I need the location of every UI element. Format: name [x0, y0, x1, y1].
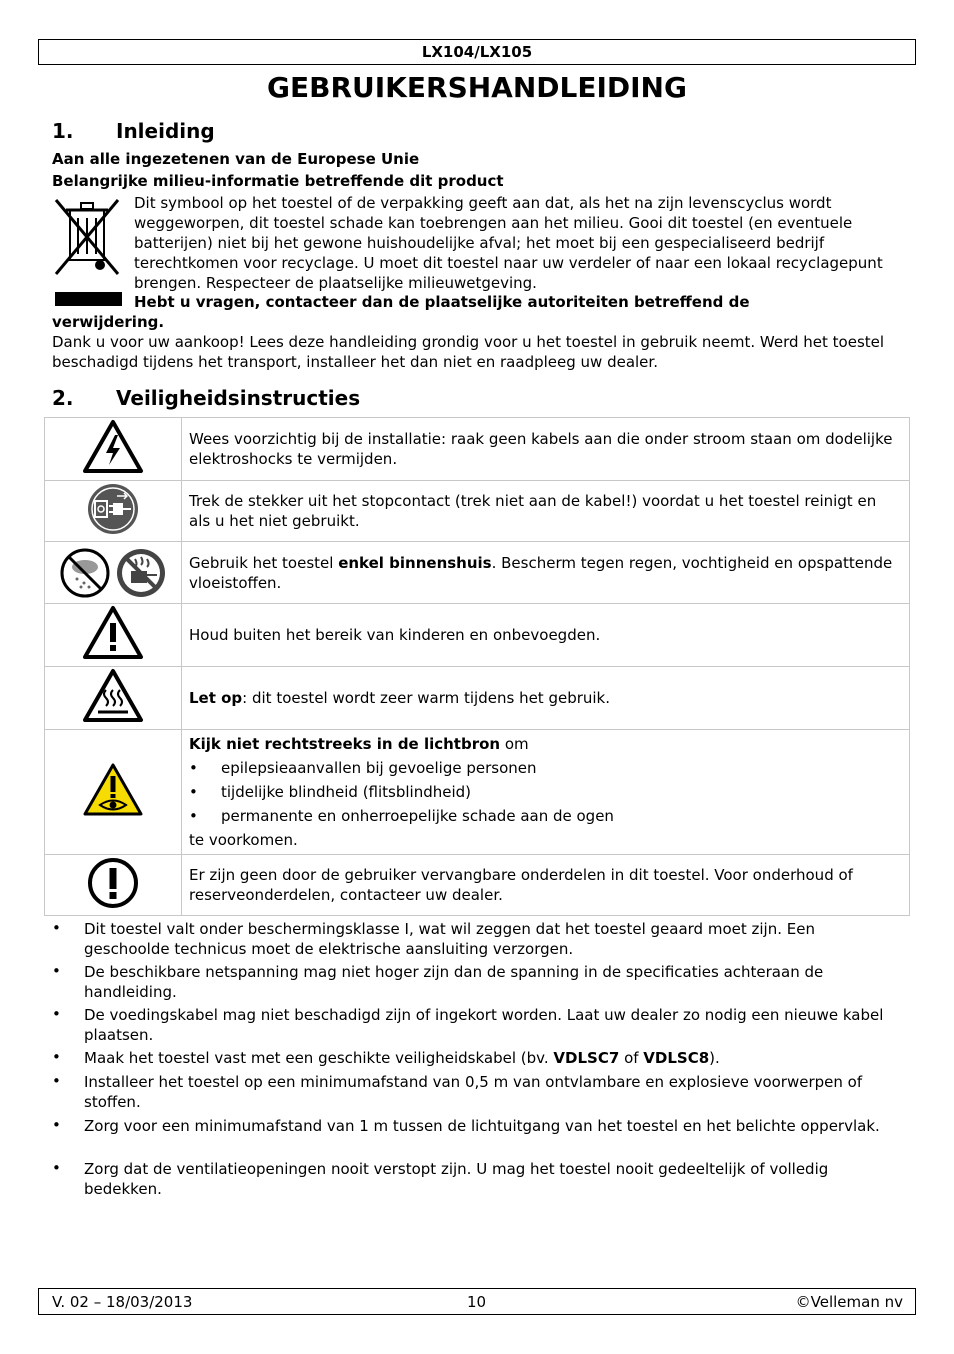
safety-table — [44, 417, 910, 916]
section-number: 1. — [52, 119, 74, 143]
table-row — [45, 418, 910, 481]
weee-text: Dit symbool op het toestel of de verpakking geeft aan dat, als het na zijn levenscyclus wordt weggeworpen, dit toestel schade kan toebrengen aan het milieu. Gooi dit toestel (en eventuele batterijen) niet bij het gewone huishoudelijke afval; het moet bij een gespecialiseerd bedrijf terechtkomen voor recyclage. U moet dit toestel naar uw verdeler of naar een lokaal recyclagepunt brengen. Respecteer de plaatselijke milieuwetgeving. — [134, 194, 883, 292]
section-heading-2 — [52, 385, 360, 411]
no-splash-icon — [115, 547, 167, 599]
eu-subheading: Aan alle ingezetenen van de Europese Unie — [52, 150, 420, 168]
safety-text: Er zijn geen door de gebruiker vervangbare onderdelen in dit toestel. Voor onderhoud of reserveonderdelen, contacteer uw dealer. — [182, 855, 910, 916]
table-row — [45, 604, 910, 667]
no-rain-icon — [59, 547, 111, 599]
hot-surface-warning-icon — [82, 668, 144, 724]
icon-cell — [45, 855, 182, 916]
list-item: • Zorg dat de ventilatieopeningen nooit verstopt zijn. U mag het toestel nooit gedeeltelijk of volledig bedekken. — [52, 1159, 829, 1198]
section-title: Veiligheidsinstructies — [116, 386, 361, 410]
list-item: • Maak het toestel vast met een geschikte veiligheidskabel (bv. VDLSC7 of VDLSC8). — [52, 1048, 720, 1067]
icon-cell — [45, 418, 182, 481]
icon-cell — [45, 730, 182, 855]
list-item: • Zorg voor een minimumafstand van 1 m tussen de lichtuitgang van het toestel en het belichte oppervlak. — [52, 1116, 880, 1135]
high-voltage-warning-icon — [82, 419, 144, 475]
table-row — [45, 730, 910, 855]
exclamation-circle-icon — [87, 857, 139, 909]
list-item: • permanente en onherroepelijke schade aan de ogen — [189, 807, 614, 825]
copyright: ©Velleman nv — [795, 1293, 903, 1311]
exclamation-warning-icon — [82, 605, 144, 661]
page-number: 10 — [467, 1293, 487, 1311]
list-item: • epilepsieaanvallen bij gevoelige personen — [189, 759, 537, 777]
page-footer — [38, 1288, 916, 1315]
eye-light-warning-icon — [82, 762, 144, 818]
list-item: • De beschikbare netspanning mag niet hoger zijn dan de spanning in de specificaties achteraan de handleiding. — [52, 962, 824, 1001]
safety-text: Gebruik het toestel enkel binnenshuis. Bescherm tegen regen, vochtigheid en opspattende vloeistoffen. — [182, 542, 910, 604]
icon-cell — [45, 604, 182, 667]
table-row — [45, 855, 910, 916]
list-item: • De voedingskabel mag niet beschadigd zijn of ingekort worden. Laat uw dealer zo nodig een nieuwe kabel plaatsen. — [52, 1005, 884, 1044]
safety-text: Wees voorzichtig bij de installatie: raak geen kabels aan die onder stroom staan om dodelijke elektroshocks te vermijden. — [182, 418, 910, 481]
safety-text: Kijk niet rechtstreeks in de lichtbron om • epilepsieaanvallen bij gevoelige personen • tijdelijke blindheid (flitsblindheid) • permanente en onherroepelijke schade aan de ogen te voorkomen. — [182, 730, 910, 855]
weee-bin-icon — [52, 196, 122, 278]
environment-subheading: Belangrijke milieu-informatie betreffende dit product — [52, 172, 504, 190]
model-number: LX104/LX105 — [421, 43, 533, 61]
icon-cell — [45, 481, 182, 542]
list-item: • Dit toestel valt onder beschermingsklasse I, wat wil zeggen dat het toestel geaard moet zijn. Een geschoolde technicus moet de elektrische aansluiting verzorgen. — [52, 919, 815, 958]
safety-text: Houd buiten het bereik van kinderen en onbevoegden. — [182, 604, 910, 667]
running-header — [38, 39, 916, 65]
section-heading-1 — [52, 118, 215, 144]
section-title: Inleiding — [116, 119, 215, 143]
list-item: • Installeer het toestel op een minimumafstand van 0,5 m van ontvlambare en explosieve voorwerpen of stoffen. — [52, 1072, 863, 1111]
contact-authorities-text: Hebt u vragen, contacteer dan de plaatselijke autoriteiten betreffend de verwijdering. — [52, 293, 750, 331]
section-number: 2. — [52, 386, 74, 410]
safety-text: Let op: dit toestel wordt zeer warm tijdens het gebruik. — [182, 667, 910, 730]
table-row — [45, 542, 910, 604]
thanks-text: Dank u voor uw aankoop! Lees deze handleiding grondig voor u het toestel in gebruik neemt. Werd het toestel beschadigd tijdens het transport, installeer het dan niet en raadpleeg uw dealer. — [52, 333, 885, 371]
unplug-icon — [87, 483, 139, 535]
table-row — [45, 481, 910, 542]
list-item: • tijdelijke blindheid (flitsblindheid) — [189, 783, 472, 801]
safety-text: Trek de stekker uit het stopcontact (trek niet aan de kabel!) voordat u het toestel reinigt en als u het niet gebruikt. — [182, 481, 910, 542]
version-date: V. 02 – 18/03/2013 — [52, 1293, 193, 1311]
icon-cell — [45, 667, 182, 730]
table-row — [45, 667, 910, 730]
icon-cell — [45, 542, 182, 604]
page-title: GEBRUIKERSHANDLEIDING — [267, 71, 687, 104]
